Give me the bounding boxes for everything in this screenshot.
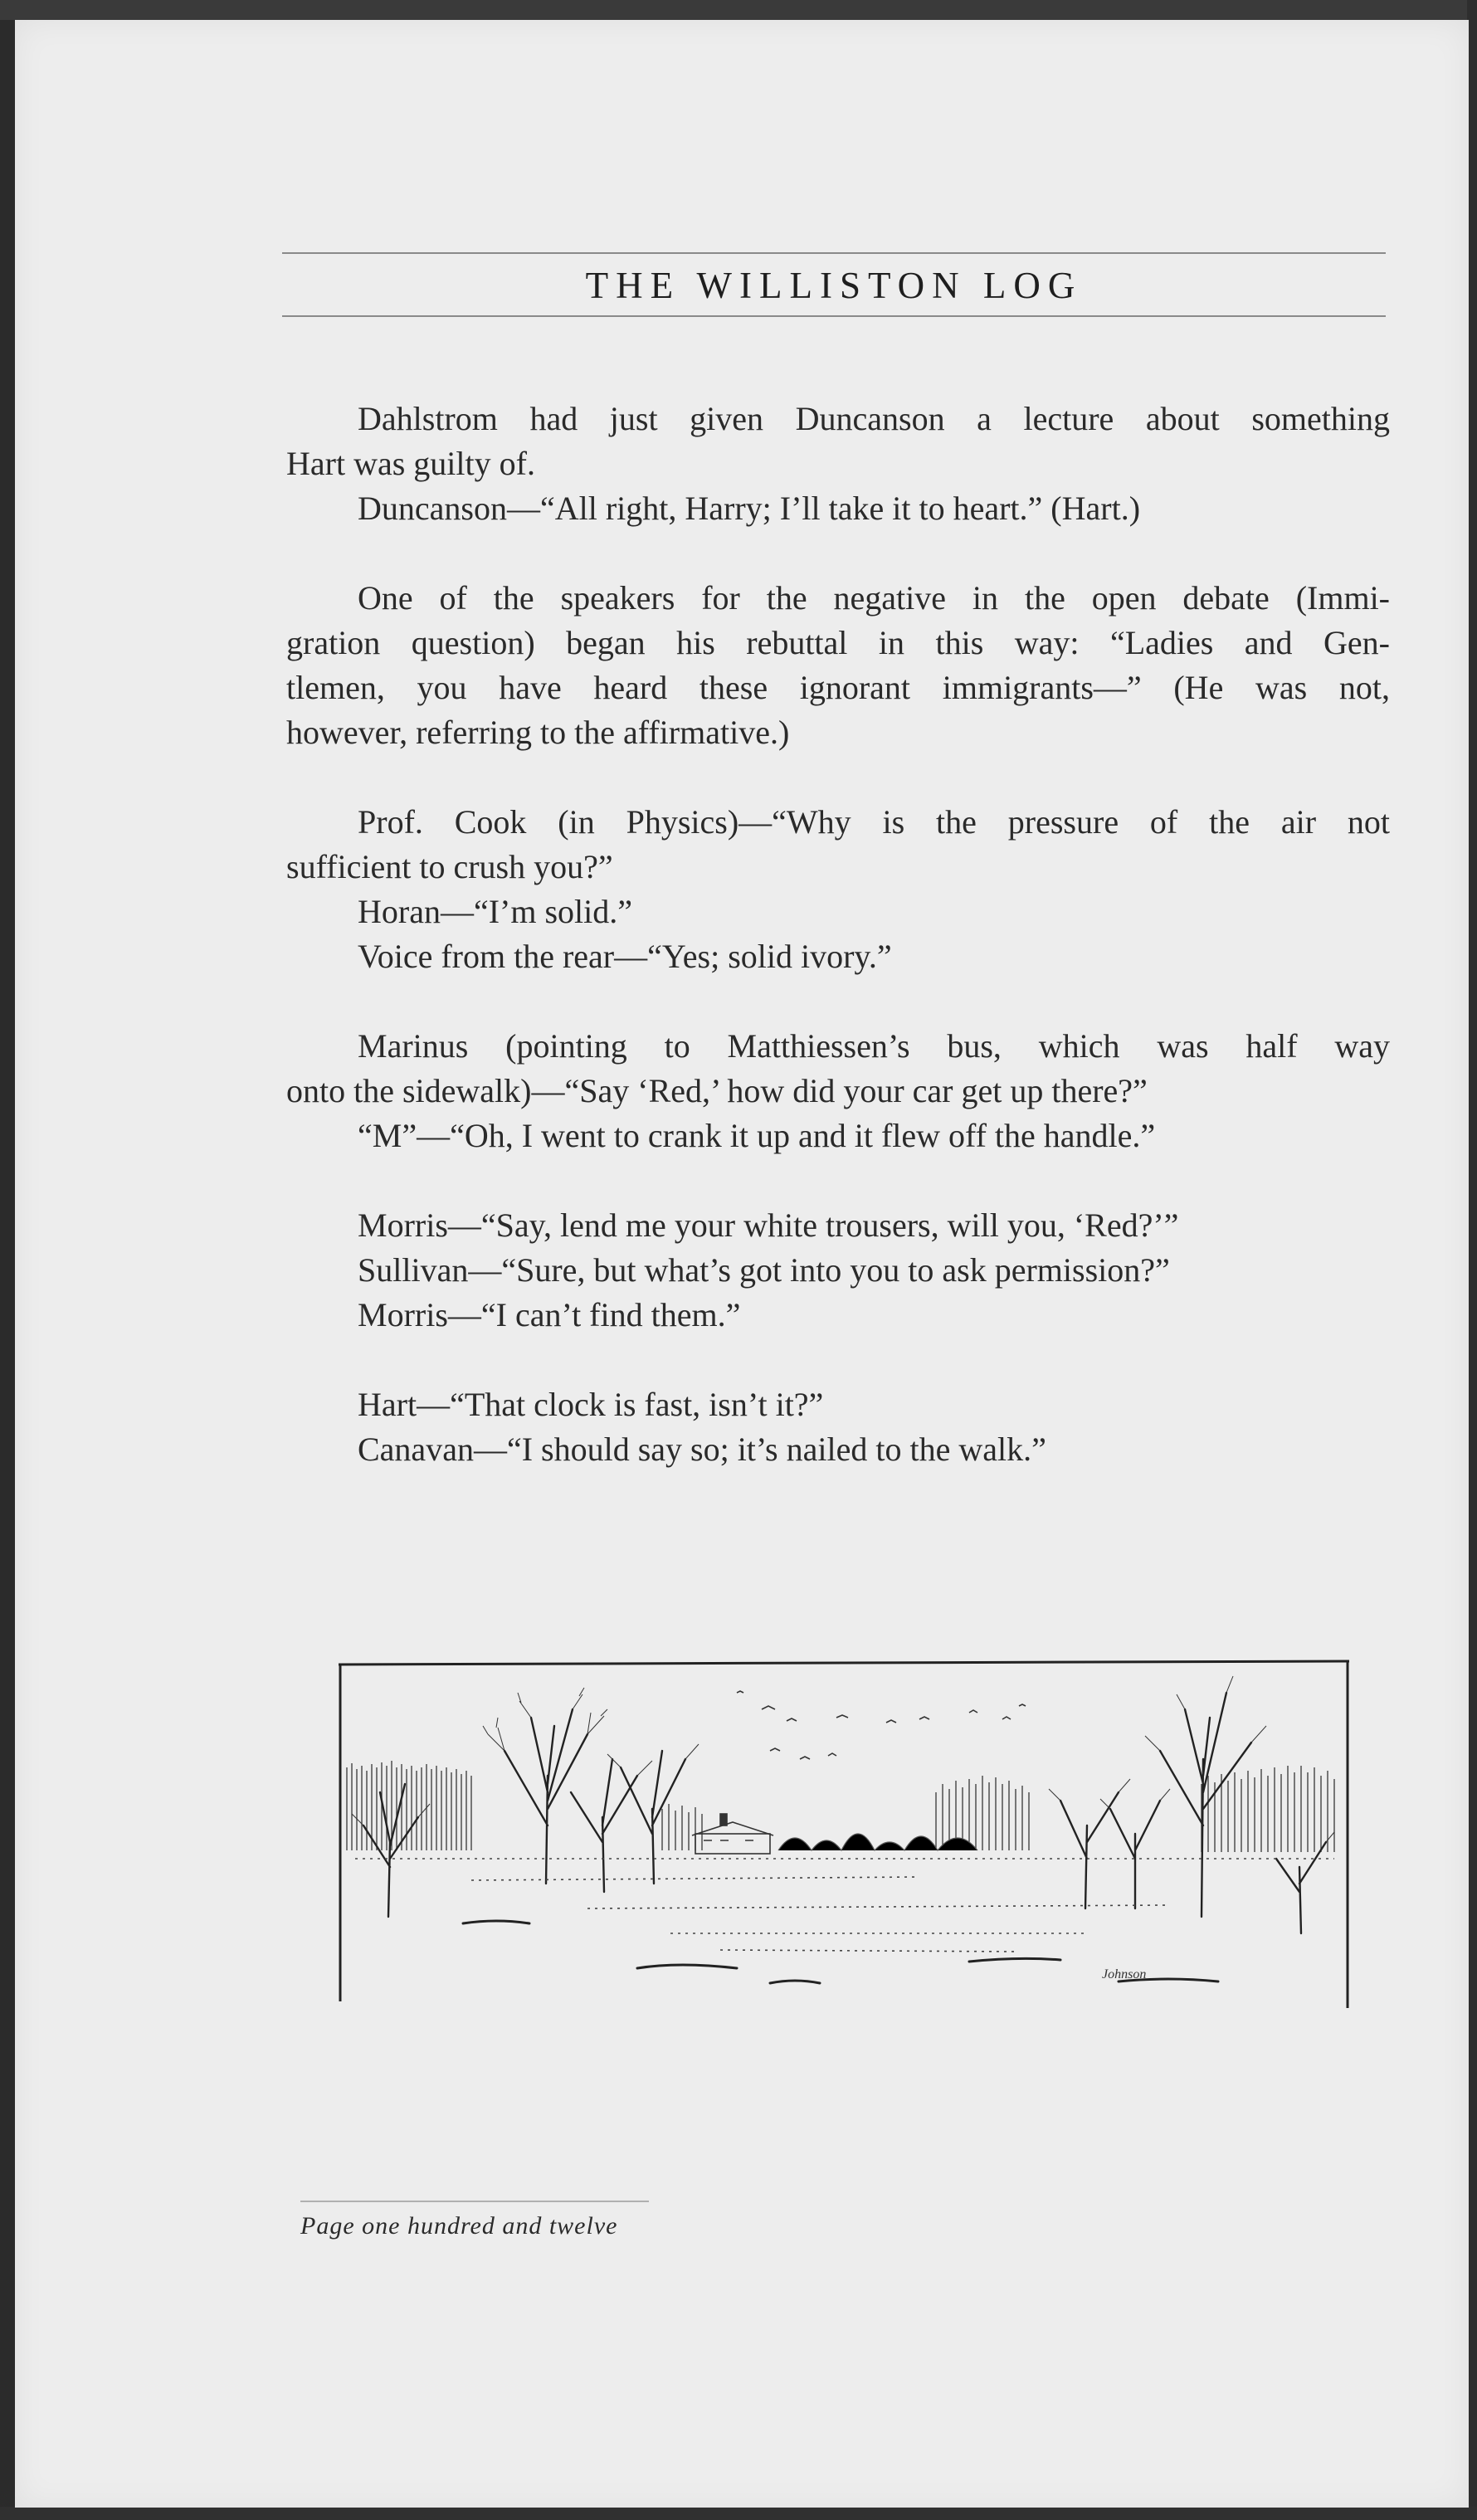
scan-top-edge (0, 0, 1477, 20)
text-line: Sullivan—“Sure, but what’s got into you to ask permission?” (358, 1251, 1170, 1289)
anecdote-paragraph (286, 1382, 1390, 1472)
text-line: Marinus (pointing to Matthiessen’s bus, which was half way (358, 1027, 1390, 1065)
text-line: tlemen, you have heard these ignorant immigrants—” (He was not, (286, 669, 1390, 706)
anecdote-paragraph (286, 1024, 1390, 1158)
text-line: sufficient to crush you?” (286, 848, 613, 885)
text-line: Horan—“I’m solid.” (358, 893, 633, 930)
anecdote-paragraph (286, 576, 1390, 755)
anecdote-paragraph (286, 1203, 1390, 1338)
text-line: Prof. Cook (in Physics)—“Why is the pressure of the air not (358, 803, 1390, 841)
text-line: Dahlstrom had just given Duncanson a lecture about something (358, 400, 1390, 437)
text-line: One of the speakers for the negative in the open debate (Immi- (358, 579, 1390, 617)
running-header: THE WILLISTON LOG (585, 265, 1083, 306)
footer-rule (300, 2201, 649, 2202)
text-line: Duncanson—“All right, Harry; I’ll take it to heart.” (Hart.) (358, 490, 1141, 527)
text-line: Hart was guilty of. (286, 445, 535, 482)
header-rule-bottom (282, 315, 1386, 317)
header-rule-top (282, 252, 1386, 254)
anecdote-paragraph (286, 397, 1390, 531)
text-line: onto the sidewalk)—“Say ‘Red,’ how did your car get up there?” (286, 1072, 1148, 1109)
text-line: however, referring to the affirmative.) (286, 714, 790, 751)
text-line: Canavan—“I should say so; it’s nailed to the walk.” (358, 1431, 1046, 1468)
winter-landscape-illustration (339, 1660, 1349, 2008)
text-line: Hart—“That clock is fast, isn’t it?” (358, 1386, 824, 1423)
text-line: gration question) began his rebuttal in this way: “Ladies and Gen- (286, 624, 1390, 661)
artist-signature: Johnson (1102, 1967, 1147, 1981)
page-number-label: Page one hundred and twelve (300, 2212, 618, 2240)
anecdote-paragraph (286, 800, 1390, 979)
text-line: “M”—“Oh, I went to crank it up and it flew off the handle.” (358, 1117, 1156, 1154)
text-line: Morris—“I can’t find them.” (358, 1296, 741, 1333)
page-body (286, 397, 1390, 1517)
text-line: Voice from the rear—“Yes; solid ivory.” (358, 938, 892, 975)
scan-bottom-edge (0, 2507, 1477, 2520)
text-line: Morris—“Say, lend me your white trousers, will you, ‘Red?’” (358, 1206, 1179, 1244)
